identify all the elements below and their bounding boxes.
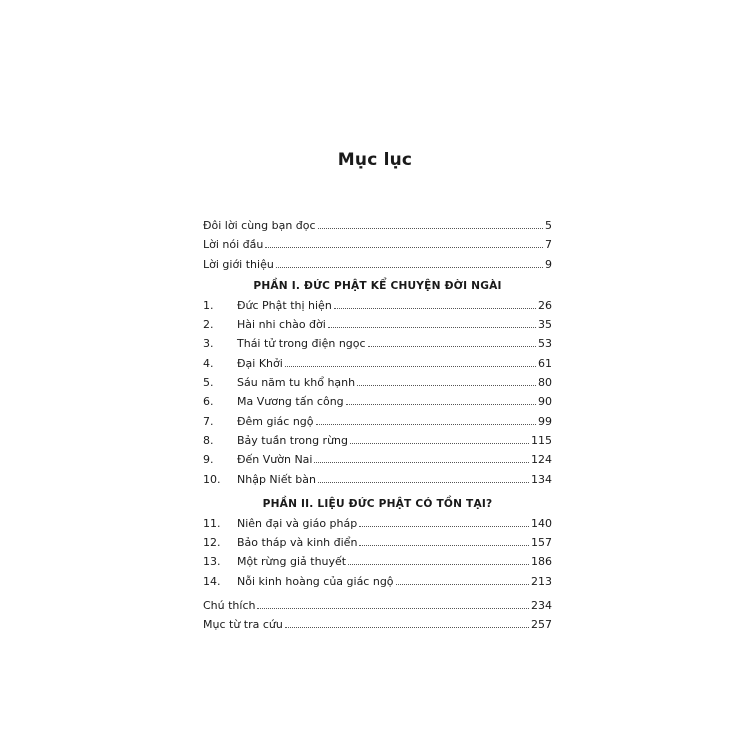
chapter-title: Nỗi kinh hoàng của giác ngộ — [237, 574, 394, 588]
toc-entry-front[interactable] — [203, 255, 552, 274]
chapter-number: 10. — [203, 472, 221, 486]
chapter-number: 11. — [203, 516, 221, 530]
chapter-title: Đêm giác ngộ — [237, 414, 314, 428]
toc-entry-page: 9 — [545, 257, 552, 271]
dot-leader — [346, 404, 536, 405]
chapter-number: 5. — [203, 376, 214, 390]
chapter-number: 8. — [203, 433, 214, 447]
toc-entry-front[interactable] — [203, 235, 552, 254]
chapter-title: Đức Phật thị hiện — [237, 298, 332, 312]
chapter-number: 4. — [203, 356, 214, 370]
toc-entry-back[interactable] — [203, 615, 552, 634]
dot-leader — [285, 627, 529, 628]
toc-entry-label: Mục từ tra cứu — [203, 618, 283, 632]
toc-chapter[interactable] — [203, 373, 552, 392]
toc-entry-page: 234 — [531, 599, 552, 613]
chapter-number: 7. — [203, 414, 214, 428]
chapter-title: Hài nhi chào đời — [237, 318, 326, 332]
toc-entry-page: 7 — [545, 238, 552, 252]
dot-leader — [285, 366, 536, 367]
chapter-page: 26 — [538, 298, 552, 312]
dot-leader — [328, 327, 536, 328]
toc-chapter[interactable] — [203, 354, 552, 373]
toc-entry-label: Lời giới thiệu — [203, 257, 274, 271]
chapter-title: Thái tử trong điện ngọc — [237, 337, 366, 351]
dot-leader — [318, 228, 543, 229]
toc-chapter[interactable] — [203, 572, 552, 591]
chapter-page: 157 — [531, 536, 552, 550]
toc-chapter[interactable] — [203, 450, 552, 469]
chapter-title: Bảy tuần trong rừng — [237, 433, 349, 447]
part-heading: PHẦN II. LIỆU ĐỨC PHẬT CÓ TỒN TẠI? — [262, 497, 493, 510]
dot-leader — [334, 308, 536, 309]
chapter-number: 13. — [203, 555, 221, 569]
toc-chapter[interactable] — [203, 296, 552, 315]
chapter-page: 124 — [531, 453, 552, 467]
page-title: Mục lục — [337, 150, 413, 170]
toc-entry-label: Chú thích — [203, 599, 256, 613]
part-heading: PHẦN I. ĐỨC PHẬT KỂ CHUYỆN ĐỜI NGÀI — [253, 279, 502, 292]
table-of-contents — [203, 216, 552, 635]
dot-leader — [359, 526, 529, 527]
chapter-title: Đến Vườn Nai — [237, 453, 313, 467]
dot-leader — [265, 247, 543, 248]
toc-chapter[interactable] — [203, 334, 552, 353]
toc-entry-back[interactable] — [203, 596, 552, 615]
chapter-page: 80 — [538, 376, 552, 390]
toc-entry-page: 5 — [545, 219, 552, 232]
dot-leader — [257, 608, 529, 609]
dot-leader — [348, 564, 529, 565]
toc-chapter[interactable] — [203, 315, 552, 334]
toc-entry-label: Đôi lời cùng bạn đọc — [203, 219, 316, 232]
chapter-page: 90 — [538, 395, 552, 409]
chapter-number: 6. — [203, 395, 214, 409]
dot-leader — [357, 385, 536, 386]
chapter-title: Bảo tháp và kinh điển — [237, 536, 358, 550]
chapter-number: 12. — [203, 536, 221, 550]
dot-leader — [359, 545, 529, 546]
dot-leader — [314, 462, 529, 463]
toc-chapter[interactable] — [203, 514, 552, 533]
chapter-page: 35 — [538, 318, 552, 332]
chapter-page: 140 — [531, 516, 552, 530]
chapter-number: 2. — [203, 318, 214, 332]
chapter-page: 99 — [538, 414, 552, 428]
toc-chapter[interactable] — [203, 533, 552, 552]
dot-leader — [316, 424, 536, 425]
chapter-page: 53 — [538, 337, 552, 351]
chapter-page: 61 — [538, 356, 552, 370]
chapter-title: Nhập Niết bàn — [237, 472, 316, 486]
chapter-title: Niên đại và giáo pháp — [237, 516, 358, 530]
dot-leader — [350, 443, 529, 444]
chapter-number: 14. — [203, 574, 221, 588]
chapter-title: Đại Khởi — [237, 356, 283, 370]
chapter-number: 9. — [203, 453, 214, 467]
toc-entry-label: Lời nói đầu — [203, 238, 264, 252]
chapter-page: 134 — [531, 472, 552, 486]
dot-leader — [368, 346, 536, 347]
toc-chapter[interactable] — [203, 431, 552, 450]
dot-leader — [396, 584, 529, 585]
chapter-page: 186 — [531, 555, 552, 569]
chapter-title: Một rừng giả thuyết — [237, 555, 347, 569]
toc-entry-front[interactable] — [203, 216, 552, 235]
chapter-page: 213 — [531, 574, 552, 588]
toc-chapter[interactable] — [203, 412, 552, 431]
chapter-page: 115 — [531, 433, 552, 447]
chapter-title: Ma Vương tấn công — [237, 395, 344, 409]
dot-leader — [318, 482, 529, 483]
dot-leader — [276, 267, 543, 268]
toc-chapter[interactable] — [203, 392, 552, 411]
toc-entry-page: 257 — [531, 618, 552, 632]
chapter-number: 1. — [203, 298, 214, 312]
toc-chapter[interactable] — [203, 470, 552, 489]
toc-chapter[interactable] — [203, 552, 552, 571]
chapter-title: Sáu năm tu khổ hạnh — [237, 376, 356, 390]
chapter-number: 3. — [203, 337, 214, 351]
